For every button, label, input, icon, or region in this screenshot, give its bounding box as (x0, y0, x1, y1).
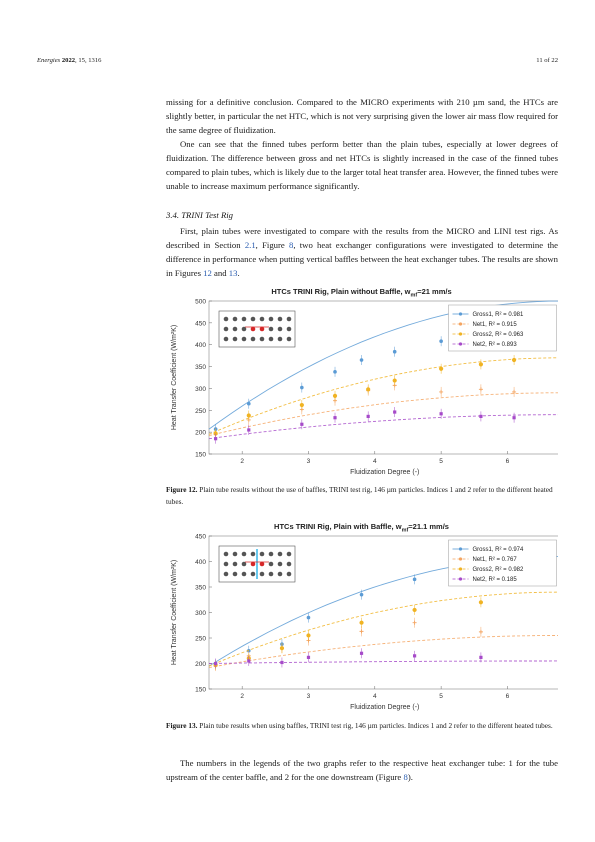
data-point (479, 415, 482, 418)
y-tick-label: 350 (195, 364, 206, 372)
tube-dot (260, 327, 265, 332)
page-number: 11 of 22 (536, 57, 558, 64)
data-point (479, 363, 482, 366)
y-tick-label: 250 (195, 635, 206, 643)
tube-dot (251, 572, 256, 577)
chart-title-sub: mf (401, 527, 409, 534)
data-point (440, 367, 443, 370)
legend-marker (459, 547, 462, 550)
data-point (439, 339, 443, 343)
tube-dot (278, 317, 283, 322)
x-tick-label: 2 (240, 458, 244, 465)
y-axis-label: Heat Transfer Coefficient (W/m²K) (171, 559, 178, 666)
data-point (479, 601, 482, 604)
tube-dot (287, 572, 292, 577)
tube-dot (260, 317, 265, 322)
x-axis-label: Fluidization Degree (-) (350, 469, 420, 476)
y-tick-label: 450 (195, 320, 206, 328)
data-point (393, 410, 396, 413)
data-point (280, 661, 283, 664)
paragraph-1: missing for a definitive conclusion. Compared to the MICRO experiments with 210 µm sand, the HTCs are slightly better, in particular the net HTC, which is not very surprising given the lower air mass flow required for the same degree of fluidization. (166, 97, 558, 135)
data-point (413, 654, 416, 657)
paragraph-3: First, plain tubes were investigated to compare with the results from the MICRO and LINI test rigs. As described in Section 2.1, Figure 8, two heat exchanger configurations were investigated to determine the difference in performance when putting vertical baffles between the heat exchanger tubes. The results are shown in Figures 12 and 13. (166, 226, 558, 278)
data-point (247, 428, 250, 431)
data-point (367, 415, 370, 418)
x-tick-label: 6 (505, 693, 510, 700)
tube-dot (242, 562, 247, 567)
tube-dot (269, 562, 274, 567)
tube-dot (242, 327, 247, 332)
data-point (247, 402, 251, 406)
legend-label: Gross1, R² = 0.981 (472, 312, 524, 319)
tube-dot (278, 552, 283, 557)
chart-fig12 (166, 283, 558, 478)
chart-title-main: HTCs TRINI Rig, Plain without Baffle, w (271, 287, 411, 296)
x-tick-label: 5 (439, 458, 443, 465)
data-point (307, 616, 311, 620)
tube-dot (269, 552, 274, 557)
legend-marker (459, 312, 462, 315)
x-tick-label: 4 (372, 458, 377, 465)
figure-12 (166, 283, 558, 483)
data-point (307, 656, 310, 659)
x-tick-label: 5 (439, 693, 443, 700)
data-point (360, 621, 363, 624)
figure-8-link[interactable]: 8 (289, 240, 294, 250)
data-point (393, 379, 396, 382)
tube-dot (242, 552, 247, 557)
tube-dot (260, 337, 265, 342)
tube-dot (242, 337, 247, 342)
figure-12-caption: Figure 12. Plain tube results without the use of baffles, TRINI test rig, 146 µm particles. Indices 1 and 2 refer to the different heated tubes. (166, 485, 553, 506)
figure-12-link[interactable]: 12 (203, 268, 212, 278)
section-heading: 3.4. TRINI Test Rig (166, 210, 234, 220)
data-point (333, 370, 337, 374)
x-tick-label: 6 (505, 458, 510, 465)
legend-label: Gross2, R² = 0.982 (472, 567, 524, 574)
page-header (37, 57, 558, 69)
tube-dot (251, 552, 256, 557)
inset-schematic (219, 311, 295, 347)
legend-marker (459, 322, 462, 325)
tube-dot (224, 327, 229, 332)
tube-dot (242, 317, 247, 322)
tube-dot (269, 337, 274, 342)
tube-dot (287, 552, 292, 557)
chart-title-tail: =21 mm/s (417, 287, 452, 296)
data-point (360, 593, 364, 597)
legend-label: Net1, R² = 0.915 (472, 322, 517, 329)
tube-dot (233, 337, 238, 342)
tube-dot (224, 552, 229, 557)
y-tick-label: 300 (195, 610, 206, 617)
y-tick-label: 300 (195, 385, 206, 393)
section-link[interactable]: 2.1 (244, 240, 256, 250)
tube-dot (278, 572, 283, 577)
chart-title-tail: =21.1 mm/s (408, 522, 449, 531)
legend-marker (459, 332, 462, 335)
tube-dot (251, 327, 256, 332)
legend-label: Net2, R² = 0.893 (472, 342, 517, 349)
tube-dot (224, 337, 229, 342)
y-tick-label: 200 (195, 661, 206, 668)
tube-dot (233, 552, 238, 557)
y-axis-label: Heat Transfer Coefficient (W/m²K) (171, 324, 178, 431)
paragraph-2: One can see that the finned tubes perform better than the plain tubes, especially at lower degrees of fluidization. The difference between gross and net HTCs is slightly increased in the case of the finned tubes compared to plain tubes, which is likely due to the larger total heat transfer area. However, the finned tubes were unable to increase maximum performance significantly. (166, 139, 558, 191)
tube-dot (287, 327, 292, 332)
tube-dot (269, 327, 274, 332)
x-tick-label: 2 (240, 693, 244, 700)
tube-dot (269, 317, 274, 322)
data-point (300, 423, 303, 426)
data-point (393, 350, 397, 354)
tube-dot (224, 572, 229, 577)
x-axis-label: Fluidization Degree (-) (350, 704, 420, 711)
data-point (214, 662, 217, 665)
legend-marker (459, 342, 462, 345)
legend-label: Gross1, R² = 0.974 (472, 547, 524, 554)
tube-dot (224, 562, 229, 567)
y-tick-label: 350 (195, 584, 206, 592)
data-point (247, 659, 250, 662)
data-point (333, 416, 336, 419)
data-point (512, 416, 515, 419)
tube-dot (278, 327, 283, 332)
legend-label: Net2, R² = 0.185 (472, 577, 517, 584)
y-tick-label: 150 (195, 686, 206, 694)
tube-dot (251, 337, 256, 342)
tube-dot (251, 317, 256, 322)
x-tick-label: 3 (306, 693, 311, 700)
data-point (307, 634, 310, 637)
data-point (413, 578, 417, 582)
data-point (247, 414, 250, 417)
paragraph-4: The numbers in the legends of the two graphs refer to the respective heat exchanger tube: 1 for the tube upstream of the center baffle, and 2 for the one downstream (Figure 8). (166, 758, 558, 782)
tube-dot (233, 327, 238, 332)
tube-dot (278, 337, 283, 342)
data-point (512, 358, 515, 361)
journal-citation: Energies 2022, 15, 1316 (37, 57, 102, 64)
tube-dot (242, 572, 247, 577)
tube-dot (251, 562, 256, 567)
y-tick-label: 200 (195, 429, 206, 437)
legend-marker (459, 567, 462, 570)
x-tick-label: 3 (306, 458, 311, 465)
y-tick-label: 450 (195, 533, 206, 541)
chart-title-main: HTCs TRINI Rig, Plain with Baffle, w (274, 522, 402, 531)
data-point (333, 394, 336, 397)
data-point (440, 412, 443, 415)
chart-title (271, 287, 451, 299)
legend-marker (459, 577, 462, 580)
tube-dot (287, 317, 292, 322)
data-point (479, 656, 482, 659)
tube-dot (278, 562, 283, 567)
y-tick-label: 150 (195, 451, 206, 459)
figure-13-caption: Figure 13. Plain tube results when using baffles, TRINI test rig, 146 µm particles. Indices 1 and 2 refer to the different heated tubes. (166, 721, 553, 730)
y-tick-label: 500 (195, 298, 206, 306)
tube-dot (233, 572, 238, 577)
legend-label: Gross2, R² = 0.963 (472, 332, 524, 339)
tube-dot (233, 317, 238, 322)
data-point (300, 386, 304, 390)
y-tick-label: 400 (195, 559, 206, 566)
legend-marker (459, 557, 462, 560)
data-point (367, 388, 370, 391)
tube-dot (260, 572, 265, 577)
y-tick-label: 400 (195, 342, 206, 350)
data-point (360, 358, 364, 362)
chart-title (274, 522, 449, 534)
figure-13-link[interactable]: 13 (228, 268, 238, 278)
y-tick-label: 250 (195, 407, 206, 415)
legend-label: Net1, R² = 0.767 (472, 557, 517, 564)
tube-dot (260, 562, 265, 567)
tube-dot (287, 562, 292, 567)
x-tick-label: 4 (372, 693, 377, 700)
data-point (360, 652, 363, 655)
chart-fig13 (166, 518, 558, 713)
data-point (300, 403, 303, 406)
data-point (413, 608, 416, 611)
tube-dot (224, 317, 229, 322)
tube-dot (269, 572, 274, 577)
figure-13 (166, 518, 558, 718)
chart-title-sub: mf (410, 292, 418, 299)
figure-8-link-2[interactable]: 8 (403, 772, 408, 782)
tube-dot (260, 552, 265, 557)
data-point (280, 647, 283, 650)
data-point (214, 437, 217, 440)
tube-dot (233, 562, 238, 567)
tube-dot (287, 337, 292, 342)
